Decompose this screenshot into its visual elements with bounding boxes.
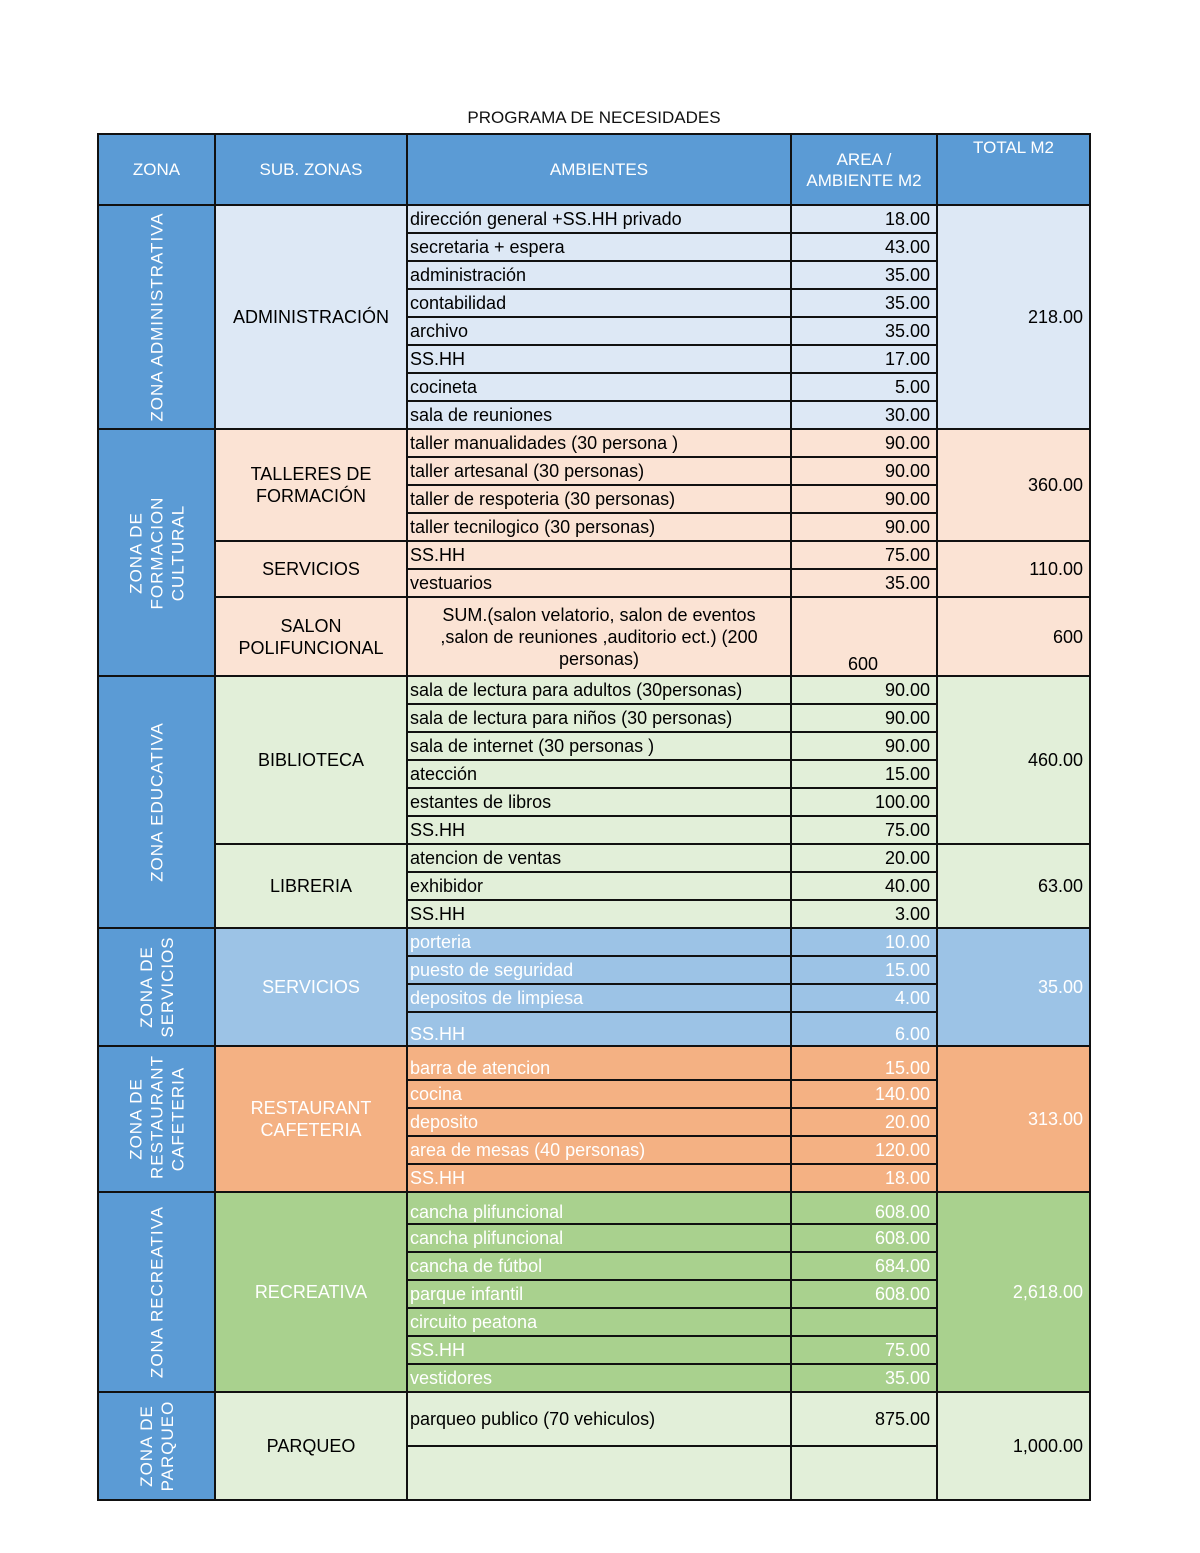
ambiente-cell: area de mesas (40 personas) [407,1136,791,1164]
zone-label: ZONA ADMINISTRATIVA [147,212,166,422]
area-cell: 90.00 [791,485,937,513]
ambiente-cell: atencion de ventas [407,844,791,872]
total-talleres: 360.00 [937,429,1090,541]
ambiente-cell: taller manualidades (30 persona ) [407,429,791,457]
ambiente-cell: vestuarios [407,569,791,597]
zone-label: ZONA DE FORMACION CULTURAL [126,496,187,609]
total-recreativa: 2,618.00 [937,1192,1090,1392]
zone-label: ZONA DE PARQUEO [136,1400,177,1492]
ambiente-cell: depositos de limpiesa [407,984,791,1012]
area-cell: 35.00 [791,569,937,597]
total-administracion: 218.00 [937,205,1090,429]
ambiente-cell: porteria [407,928,791,956]
area-cell: 684.00 [791,1252,937,1280]
area-cell: 18.00 [791,1164,937,1192]
ambiente-cell: barra de atencion [407,1046,791,1080]
area-cell: 90.00 [791,732,937,760]
ambiente-cell: atección [407,760,791,788]
area-cell: 18.00 [791,205,937,233]
area-cell: 120.00 [791,1136,937,1164]
ambiente-cell: cancha de fútbol [407,1252,791,1280]
ambiente-cell: SS.HH [407,900,791,928]
ambiente-cell: archivo [407,317,791,345]
area-cell: 20.00 [791,1108,937,1136]
header-total: TOTAL M2 [937,134,1090,205]
ambiente-cell: deposito [407,1108,791,1136]
zone-cell-servicios [98,928,215,1046]
area-cell: 4.00 [791,984,937,1012]
subzone-servicios-formacion: SERVICIOS [215,541,407,597]
area-cell [791,1446,937,1500]
area-cell: 35.00 [791,261,937,289]
ambiente-cell: administración [407,261,791,289]
total-parqueo: 1,000.00 [937,1392,1090,1500]
area-cell: 608.00 [791,1224,937,1252]
ambiente-cell [407,1446,791,1500]
subzone-servicios: SERVICIOS [215,928,407,1046]
zone-cell-recreativa [98,1192,215,1392]
header-sub-zonas: SUB. ZONAS [215,134,407,205]
subzone-biblioteca: BIBLIOTECA [215,676,407,844]
zone-cell-restaurant [98,1046,215,1192]
area-cell: 90.00 [791,429,937,457]
subzone-salon: SALON POLIFUNCIONAL [215,597,407,676]
ambiente-cell: SUM.(salon velatorio, salon de eventos ,salon de reuniones ,auditorio ect.) (200 personas) [407,597,791,676]
ambiente-cell: cocina [407,1080,791,1108]
area-cell: 600 [791,597,937,676]
area-cell: 608.00 [791,1192,937,1224]
total-servicios-formacion: 110.00 [937,541,1090,597]
total-biblioteca: 460.00 [937,676,1090,844]
subzone-restaurant: RESTAURANT CAFETERIA [215,1046,407,1192]
area-cell: 35.00 [791,1364,937,1392]
zone-label: ZONA RECREATIVA [147,1205,166,1379]
area-cell: 15.00 [791,760,937,788]
total-restaurant: 313.00 [937,1046,1090,1192]
programa-table-area [97,133,1091,1492]
subzone-libreria: LIBRERIA [215,844,407,928]
area-cell: 3.00 [791,900,937,928]
ambiente-cell: puesto de seguridad [407,956,791,984]
ambiente-cell: sala de internet (30 personas ) [407,732,791,760]
ambiente-cell: cancha plifuncional [407,1192,791,1224]
ambiente-cell: SS.HH [407,816,791,844]
ambiente-cell: sala de lectura para adultos (30personas) [407,676,791,704]
ambiente-cell: circuito peatona [407,1308,791,1336]
ambiente-cell: contabilidad [407,289,791,317]
subzone-recreativa: RECREATIVA [215,1192,407,1392]
subzone-parqueo: PARQUEO [215,1392,407,1500]
ambiente-cell: secretaria + espera [407,233,791,261]
ambiente-cell: dirección general +SS.HH privado [407,205,791,233]
area-cell: 90.00 [791,704,937,732]
area-cell: 608.00 [791,1280,937,1308]
total-libreria: 63.00 [937,844,1090,928]
ambiente-cell: estantes de libros [407,788,791,816]
area-cell: 75.00 [791,1336,937,1364]
ambiente-cell: SS.HH [407,345,791,373]
area-cell: 90.00 [791,513,937,541]
ambiente-cell: parqueo publico (70 vehiculos) [407,1392,791,1446]
area-cell: 35.00 [791,289,937,317]
ambiente-cell: SS.HH [407,1012,791,1046]
area-cell: 875.00 [791,1392,937,1446]
ambiente-cell: cocineta [407,373,791,401]
zone-label: ZONA DE RESTAURANT CAFETERIA [126,1055,187,1179]
zone-cell-parqueo [98,1392,215,1500]
area-cell: 30.00 [791,401,937,429]
area-cell: 75.00 [791,816,937,844]
ambiente-cell: cancha plifuncional [407,1224,791,1252]
subzone-administracion: ADMINISTRACIÓN [215,205,407,429]
zone-cell-formacion [98,429,215,676]
area-cell: 15.00 [791,1046,937,1080]
ambiente-cell: sala de reuniones [407,401,791,429]
area-cell: 10.00 [791,928,937,956]
zone-label: ZONA EDUCATIVA [147,722,166,882]
area-cell [791,1308,937,1336]
area-cell: 17.00 [791,345,937,373]
ambiente-cell: SS.HH [407,1336,791,1364]
ambiente-cell: vestidores [407,1364,791,1392]
area-cell: 100.00 [791,788,937,816]
ambiente-cell: parque infantil [407,1280,791,1308]
header-ambientes: AMBIENTES [407,134,791,205]
area-cell: 40.00 [791,872,937,900]
header-area: AREA / AMBIENTE M2 [791,134,937,205]
area-cell: 5.00 [791,373,937,401]
area-cell: 35.00 [791,317,937,345]
area-cell: 90.00 [791,676,937,704]
ambiente-cell: taller artesanal (30 personas) [407,457,791,485]
zone-label: ZONA DE SERVICIOS [136,936,177,1038]
ambiente-cell: taller de respoteria (30 personas) [407,485,791,513]
area-cell: 43.00 [791,233,937,261]
ambiente-cell: exhibidor [407,872,791,900]
header-zona: ZONA [98,134,215,205]
ambiente-cell: SS.HH [407,541,791,569]
area-cell: 90.00 [791,457,937,485]
programa-table [97,133,1091,1501]
page-title: PROGRAMA DE NECESIDADES [467,108,721,127]
area-cell: 15.00 [791,956,937,984]
area-cell: 75.00 [791,541,937,569]
area-cell: 6.00 [791,1012,937,1046]
ambiente-cell: sala de lectura para niños (30 personas) [407,704,791,732]
area-cell: 20.00 [791,844,937,872]
area-cell: 140.00 [791,1080,937,1108]
total-servicios: 35.00 [937,928,1090,1046]
ambiente-cell: SS.HH [407,1164,791,1192]
ambiente-cell: taller tecnilogico (30 personas) [407,513,791,541]
total-salon: 600 [937,597,1090,676]
header-row [98,134,1090,205]
zone-cell-educativa [98,676,215,928]
subzone-talleres: TALLERES DE FORMACIÓN [215,429,407,541]
zone-cell-administrativa [98,205,215,429]
